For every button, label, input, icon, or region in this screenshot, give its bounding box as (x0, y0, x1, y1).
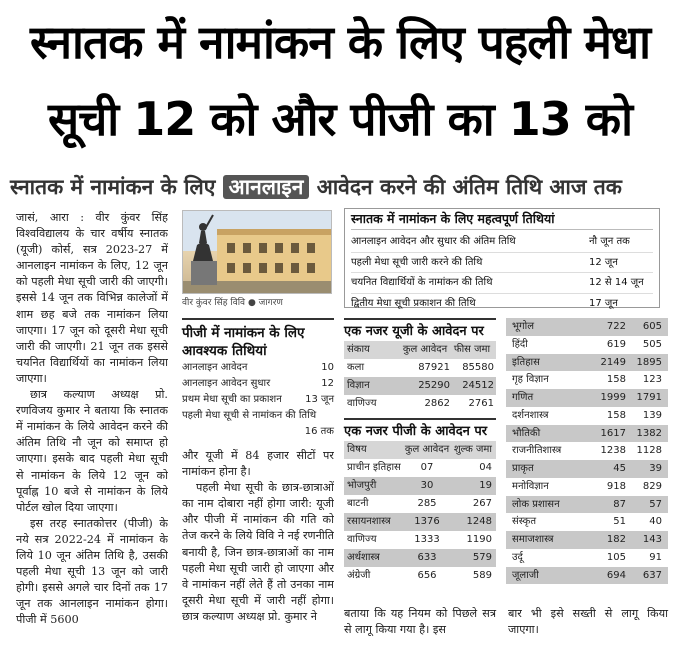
table-cell: 07 (420, 462, 434, 473)
table-cell: विज्ञान (347, 380, 370, 391)
article-column-2 (182, 448, 334, 648)
table-header: शुल्क जमा (453, 444, 492, 455)
table-cell: 637 (642, 569, 662, 581)
paragraph: बार भी इसे सख्ती से लागू किया जाएगा। (508, 607, 668, 637)
photo-caption (182, 296, 332, 310)
table-row (506, 460, 668, 478)
table-cell: 1376 (414, 516, 440, 527)
table-row (506, 549, 668, 567)
important-date-row (351, 253, 653, 274)
table-row (506, 478, 668, 496)
table-cell: 918 (606, 480, 626, 492)
pg-date-label: पहली मेधा सूची से नामांकन की तिथि (182, 410, 317, 421)
table-cell: 1238 (600, 445, 626, 457)
pg-date-value: 10 (321, 362, 334, 373)
table-cell: संस्कृत (512, 516, 537, 528)
table-cell: लोक प्रशासन (512, 498, 560, 510)
table-cell: गृह विज्ञान (512, 374, 549, 386)
pg-table-title: एक नजर पीजी के आवेदन पर (344, 418, 496, 441)
caption-credit: ● जागरण (247, 298, 283, 308)
table-cell: रसायनशास्त्र (347, 516, 391, 527)
pg-date-row (182, 360, 334, 376)
table-cell: 143 (642, 534, 662, 545)
table-cell: 633 (417, 552, 437, 563)
table-row (344, 459, 496, 477)
table-cell: 19 (479, 480, 492, 491)
table-header: कुल आवेदन (402, 344, 448, 355)
article-column-1 (16, 210, 168, 645)
table-cell: 2149 (600, 356, 626, 368)
table-row (344, 359, 496, 377)
table-cell: जूलाजी (512, 569, 539, 581)
table-cell: 605 (642, 321, 662, 332)
table-cell: 51 (613, 516, 626, 528)
pg-date-value: 13 जून (305, 394, 334, 405)
subheadline-after: आवेदन करने की अंतिम तिथि आज तक (316, 175, 622, 199)
table-cell: 1999 (600, 392, 626, 403)
important-date-value: नौ जून तक (589, 236, 630, 247)
subheadline-before: स्नातक में नामांकन के लिए (10, 175, 216, 199)
table-row (506, 318, 668, 336)
headline-line-2: सूची 12 को और पीजी का 13 को (47, 92, 633, 146)
table-cell: 139 (642, 409, 662, 421)
table-cell: भौतिकी (512, 427, 541, 439)
table-cell: 30 (420, 480, 434, 491)
important-date-label: पहली मेधा सूची जारी करने की तिथि (351, 256, 483, 268)
table-cell: उर्दू (512, 551, 523, 563)
paragraph: बताया कि यह नियम को पिछले सत्र से लागू किया गया है। इस (344, 607, 496, 637)
table-row (344, 395, 496, 413)
headline-line-1: स्नातक में नामांकन के लिए पहली मेधा (29, 15, 651, 69)
table-cell: अंग्रेजी (347, 570, 371, 581)
table-header: कुल आवेदन (404, 444, 450, 455)
table-cell: 1128 (636, 445, 662, 457)
pg-dates-box (182, 318, 334, 440)
important-date-row (351, 273, 653, 294)
table-cell: 2862 (424, 398, 450, 409)
table-cell: 267 (472, 498, 492, 509)
ug-applications-table (344, 318, 496, 413)
pg-applications-table (344, 418, 496, 585)
important-date-label: द्वितीय मेधा सूची प्रकाशन की तिथि (351, 297, 476, 309)
table-cell: 1791 (636, 392, 662, 403)
table-cell: 87 (613, 498, 626, 510)
pg-date-row (182, 408, 334, 440)
caption-text: वीर कुंवर सिंह विवि (182, 298, 246, 308)
table-row (344, 477, 496, 495)
table-header: विषय (347, 444, 367, 455)
pg-date-value: 16 तक (304, 426, 334, 437)
paragraph: पहली मेधा सूची के छात्र-छात्राओं का नाम दोबारा नहीं होगा जारी: यूजी और पीजी में नामांकन की गति को तेज करने के लिये विवि ने नई रणनीति बनायी है, जिन छात्र-छात्राओं का नाम पहली मेधा सूची जारी हो जाएगा और वे नामांकन नहीं लेते हैं तो उनका नाम दूसरी मेधा सूची में जारी नहीं होगा। छात्र कल्याण अध्यक्ष प्रो. कुमार ने (182, 481, 334, 623)
table-cell: 619 (606, 338, 626, 350)
important-date-value: 17 जून (589, 297, 618, 309)
table-header: संकाय (347, 344, 370, 355)
article-column-3 (344, 606, 496, 638)
pg-subjects-continued-table (506, 318, 668, 602)
table-row (344, 495, 496, 513)
table-cell (586, 584, 626, 602)
table-cell: भोजपुरी (347, 480, 377, 491)
table-cell: 1248 (466, 516, 492, 527)
paragraph: छात्र कल्याण अध्यक्ष प्रो. रणविजय कुमार ने बताया कि स्नातक में नामांकन के लिये आवेदन करने की अंतिम तिथि नौ जून को समाप्त हो जाएगा। इसके बाद पहली मेधा सूची से नामांकन के लिये 12 जून को पूर्वाह्न 10 बजे से नामांकन के लिये पोर्टल खोल दिया जाएगा। (16, 388, 168, 514)
pg-dates-title: पीजी में नामांकन के लिए आवश्यक तिथियां (182, 325, 305, 359)
table-cell: समाजशास्त्र (512, 534, 554, 545)
table-row (344, 377, 496, 395)
table-header-row (344, 441, 496, 459)
table-cell: 694 (606, 569, 626, 581)
table-row (506, 496, 668, 514)
table-cell: 158 (606, 409, 626, 421)
table-cell: 85580 (462, 362, 494, 373)
table-cell: वाणिज्य (347, 398, 377, 409)
table-cell: 1190 (466, 534, 492, 545)
table-cell: वाणिज्य (347, 534, 377, 545)
important-date-row (351, 232, 653, 253)
table-cell: प्राचीन इतिहास (347, 462, 401, 473)
table-row (506, 567, 668, 585)
table-cell: बाटनी (347, 498, 369, 509)
table-cell: राजनीतिशास्त्र (512, 445, 562, 457)
table-header: फीस जमा (453, 344, 491, 355)
table-row (344, 549, 496, 567)
important-date-row (351, 294, 653, 314)
table-cell: इतिहास (512, 356, 540, 368)
article-column-4 (508, 606, 668, 638)
table-row (506, 389, 668, 407)
table-cell: 1895 (636, 356, 662, 368)
table-cell (626, 584, 666, 602)
table-row (506, 425, 668, 443)
important-date-label: आनलाइन आवेदन और सुधार की अंतिम तिथि (351, 236, 516, 247)
statue-building-illustration (183, 211, 332, 294)
table-cell: प्राकृत (512, 463, 534, 474)
table-row (506, 354, 668, 372)
table-cell: 105 (606, 551, 626, 563)
table-row (506, 513, 668, 531)
table-cell: हिंदी (512, 338, 528, 350)
table-cell: 589 (472, 570, 492, 581)
table-cell: 579 (472, 552, 492, 563)
pg-date-label: प्रथम मेधा सूची का प्रकाशन (182, 394, 282, 405)
table-row (506, 336, 668, 354)
important-dates-box (344, 208, 660, 308)
important-date-value: 12 से 14 जून (589, 277, 644, 288)
table-row (506, 584, 668, 602)
table-cell: 1333 (414, 534, 440, 545)
subheadline (10, 170, 670, 204)
table-cell: 2761 (468, 398, 494, 409)
table-cell: 829 (642, 480, 662, 492)
important-date-label: चयनित विद्यार्थियों के नामांकन की तिथि (351, 277, 493, 288)
pg-date-label: आनलाइन आवेदन (182, 362, 248, 373)
table-cell: 87921 (418, 362, 450, 373)
table-row (344, 567, 496, 585)
paragraph: इस तरह स्नातकोत्तर (पीजी) के नये सत्र 2022-24 में नामांकन के लिये 10 जून अंतिम तिथि है, उसकी पहली मेधा सूची 13 जून को जारी होगी। इससे अगले चार दिनों तक 17 जून तक आनलाइन नामांकन होगा। पीजी में 5600 (16, 516, 168, 627)
table-cell: 656 (417, 570, 437, 581)
table-cell: गणित (512, 392, 534, 403)
table-cell: 505 (642, 338, 662, 350)
table-cell: 57 (649, 498, 662, 510)
table-cell: कला (347, 362, 365, 373)
table-cell: 1382 (636, 427, 662, 439)
table-row (344, 531, 496, 549)
table-cell: 1617 (600, 427, 626, 439)
table-row (344, 513, 496, 531)
table-cell: 45 (613, 463, 626, 474)
table-cell: भूगोल (512, 321, 535, 332)
table-cell: 285 (417, 498, 437, 509)
important-date-value: 12 जून (589, 256, 618, 268)
table-cell: 04 (479, 462, 492, 473)
table-cell: 158 (606, 374, 626, 386)
pg-date-value: 12 (321, 378, 334, 389)
university-photo (182, 210, 332, 294)
pg-date-row (182, 376, 334, 392)
paragraph: जासं, आरा : वीर कुंवर सिंह विश्वविद्यालय के चार वर्षीय स्नातक (यूजी) कोर्स, सत्र 2023-27 में आनलाइन नामांकन के लिए, 12 जून को पहली मेधा सूची जारी की जाएगी। इससे 14 जून तक विभिन्न कालेजों में शाम छह बजे तक नामांकन लिया जाएगा। 17 जून को दूसरी मेधा सूची जारी की जाएगी। 21 जून तक इससे चयनित विद्यार्थियों का नामांकन लिया जाएगा। (16, 211, 168, 385)
ug-table-title: एक नजर यूजी के आवेदन पर (344, 318, 496, 341)
table-row (506, 442, 668, 460)
table-cell: 25290 (418, 380, 450, 391)
table-row (506, 407, 668, 425)
table-row (506, 371, 668, 389)
subheadline-highlight: आनलाइन (223, 175, 310, 199)
table-header-row (344, 341, 496, 359)
table-cell: 91 (649, 551, 662, 563)
table-cell: दर्शनशास्त्र (512, 409, 549, 421)
table-cell: 39 (649, 463, 662, 474)
table-cell: मनोविज्ञान (512, 480, 549, 492)
table-cell: 123 (642, 374, 662, 386)
pg-date-label: आनलाइन आवेदन सुधार (182, 378, 271, 389)
table-cell: 722 (606, 321, 626, 332)
table-cell: अर्थशास्त्र (347, 552, 380, 563)
paragraph: और यूजी में 84 हजार सीटों पर नामांकन होना है। (182, 449, 334, 479)
table-row (506, 531, 668, 549)
table-cell: 40 (649, 516, 662, 528)
pg-date-row (182, 392, 334, 408)
important-dates-title: स्नातक में नामांकन के लिए महत्वपूर्ण तिथियां (351, 211, 653, 230)
table-cell: 182 (606, 534, 626, 545)
table-cell: 24512 (462, 380, 494, 391)
table-cell (506, 584, 586, 602)
